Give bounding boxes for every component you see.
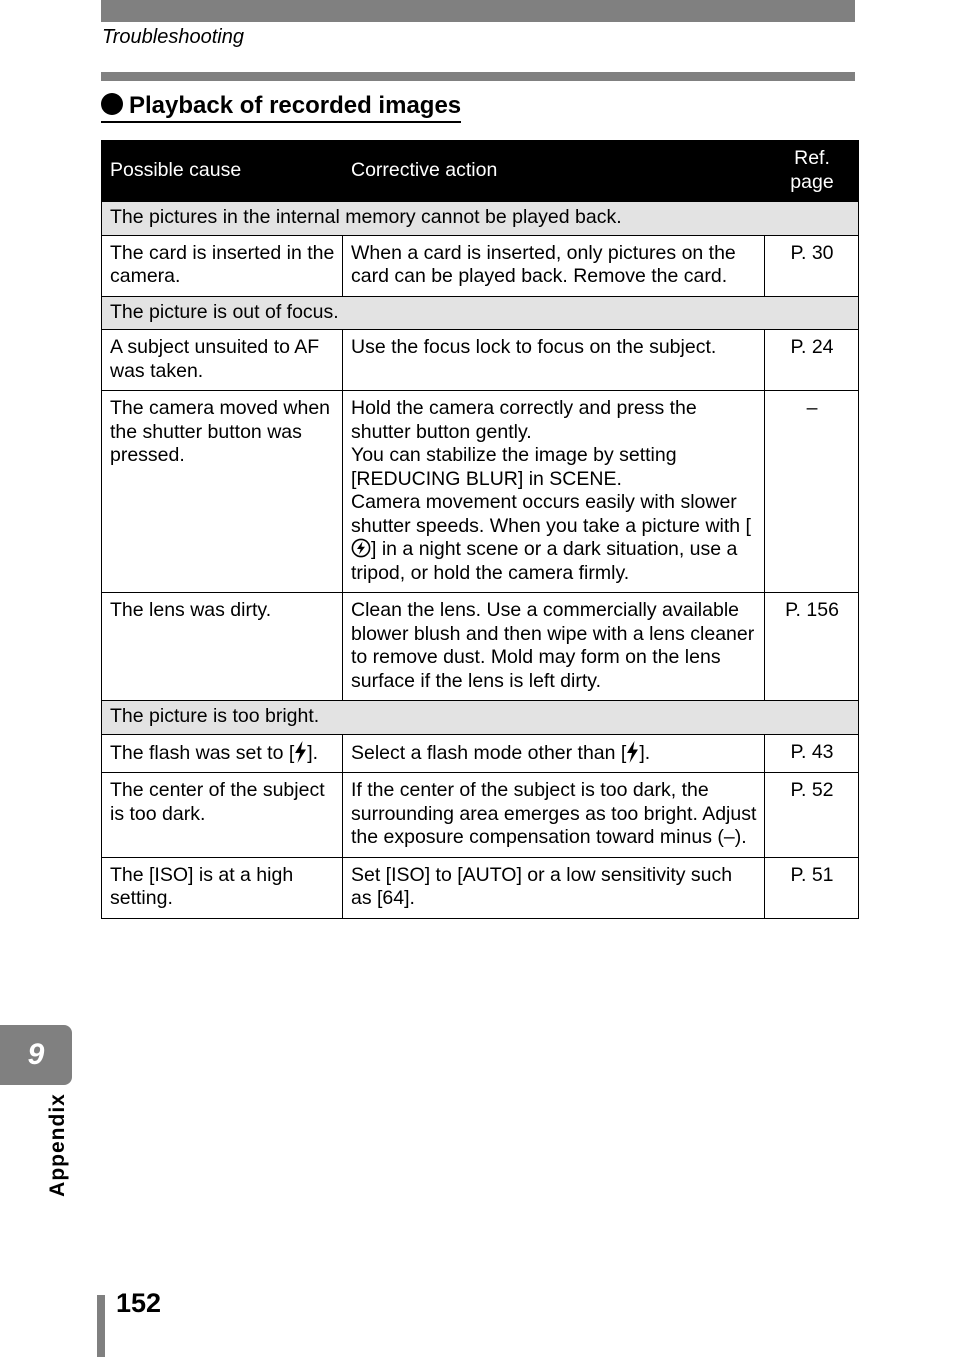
cause-cell: The center of the subject is too dark. — [102, 773, 343, 858]
page-number-bar — [97, 1295, 105, 1357]
group-row — [102, 296, 859, 330]
ref-cell: P. 24 — [765, 330, 859, 391]
ref-cell: – — [765, 391, 859, 593]
group-row — [102, 701, 859, 735]
ref-cell: P. 43 — [765, 734, 859, 773]
table-row — [102, 391, 859, 593]
troubleshooting-table — [101, 140, 859, 919]
action-cell: When a card is inserted, only pictures on the card can be played back. Remove the card. — [343, 235, 765, 296]
table-row — [102, 734, 859, 773]
flash-icon — [626, 741, 639, 763]
table-row — [102, 330, 859, 391]
top-bar — [101, 0, 855, 22]
header-possible-cause: Possible cause — [102, 141, 343, 202]
cause-cell: The card is inserted in the camera. — [102, 235, 343, 296]
ref-cell: P. 52 — [765, 773, 859, 858]
action-cell: Set [ISO] to [AUTO] or a low sensitivity such as [64]. — [343, 857, 765, 918]
cause-cell: The lens was dirty. — [102, 593, 343, 701]
action-cell: Use the focus lock to focus on the subject. — [343, 330, 765, 391]
action-cell — [343, 391, 765, 593]
header-corrective-action: Corrective action — [343, 141, 765, 202]
section-title-text: Playback of recorded images — [129, 92, 462, 119]
cause-cell: The camera moved when the shutter button was pressed. — [102, 391, 343, 593]
header-ref-page: Ref. page — [765, 141, 859, 202]
action-paragraph: You can stabilize the image by setting [REDUCING BLUR] in SCENE. — [351, 444, 677, 490]
chapter-number: 9 — [27, 1038, 45, 1071]
group-title: The pictures in the internal memory cannot be played back. — [102, 202, 859, 236]
running-header: Troubleshooting — [102, 26, 244, 48]
section-title — [101, 92, 461, 123]
table-header-row — [102, 141, 859, 202]
cause-cell: The [ISO] is at a high setting. — [102, 857, 343, 918]
bullet-icon — [101, 93, 123, 115]
table-row — [102, 773, 859, 858]
page-number: 152 — [116, 1288, 162, 1318]
table-row — [102, 857, 859, 918]
ref-cell: P. 51 — [765, 857, 859, 918]
action-paragraph: Hold the camera correctly and press the shutter button gently. — [351, 397, 697, 443]
cause-cell: The flash was set to [ ]. — [102, 734, 343, 773]
table-row — [102, 593, 859, 701]
header-divider — [101, 72, 855, 81]
cause-cell: A subject unsuited to AF was taken. — [102, 330, 343, 391]
group-row — [102, 202, 859, 236]
action-paragraph: Camera movement occurs easily with slower shutter speeds. When you take a picture with [] in a night scene or a dark situation, use a tripod, or hold the camera firmly. — [351, 491, 751, 584]
flash-icon — [294, 741, 307, 763]
action-cell: Select a flash mode other than [ ]. — [343, 734, 765, 773]
group-title: The picture is out of focus. — [102, 296, 859, 330]
night-scene-flash-icon — [351, 538, 371, 558]
chapter-label: Appendix — [46, 1093, 69, 1197]
group-title: The picture is too bright. — [102, 701, 859, 735]
action-cell: If the center of the subject is too dark, the surrounding area emerges as too bright. Adjust the exposure compensation toward minus (–). — [343, 773, 765, 858]
ref-cell: P. 156 — [765, 593, 859, 701]
action-cell: Clean the lens. Use a commercially available blower blush and then wipe with a lens cleaner to remove dust. Mold may form on the lens surface if the lens is left dirty. — [343, 593, 765, 701]
ref-cell: P. 30 — [765, 235, 859, 296]
table-row — [102, 235, 859, 296]
